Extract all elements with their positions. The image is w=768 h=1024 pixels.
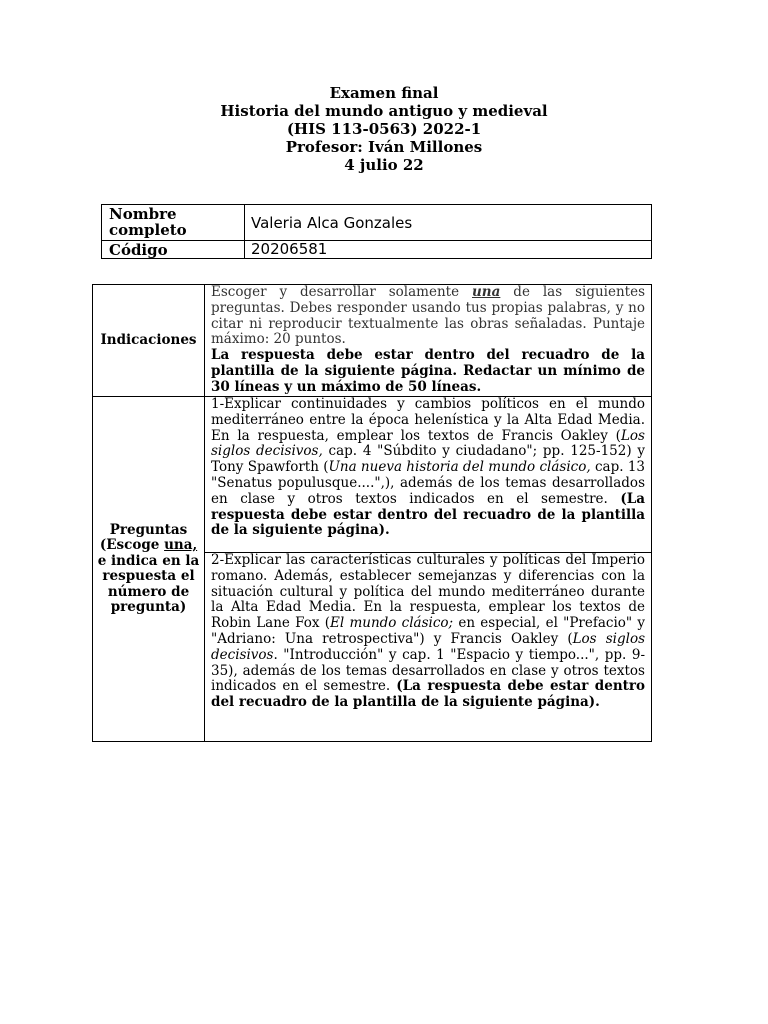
name-label: Nombre completo xyxy=(102,205,245,241)
indicaciones-label: Indicaciones xyxy=(93,285,205,397)
course-code: (HIS 113-0563) 2022-1 xyxy=(286,120,482,138)
indicaciones-text: Escoger y desarrollar solamente una de las siguientes preguntas. Debes responder usando tus propias palabras, y no citar ni reproducir textualmente las obras señaladas. Puntaje máximo: 20 puntos. La respuesta debe estar dentro del recuadro de la plantilla de la siguiente página. Redactar un mínimo de 30 líneas y un máximo de 50 líneas. xyxy=(205,285,652,397)
question-1: 1-Explicar continuidades y cambios políticos en el mundo mediterráneo entre la época helenística y la Alta Edad Media. En la respuesta, emplear los textos de Francis Oakley (Los siglos decisivos, cap. 4 "Súbdito y ciudadano"; pp. 125-152) y Tony Spawforth (Una nueva historia del mundo clásico, cap. 13 "Senatus populusque....",), además de los temas desarrollados en clase y otros textos indicados en el semestre. (La respuesta debe estar dentro del recuadro de la plantilla de la siguiente página). xyxy=(205,397,652,553)
exam-header xyxy=(0,84,768,174)
indicaciones-bold: La respuesta debe estar dentro del recuadro de la plantilla de la siguiente página. Redactar un mínimo de 30 líneas y un máximo de 50 líneas. xyxy=(211,347,645,395)
exam-title: Examen final xyxy=(329,84,439,102)
instructions-table xyxy=(92,284,652,742)
course-name: Historia del mundo antiguo y medieval xyxy=(220,102,548,120)
code-row xyxy=(102,241,652,259)
preguntas-label: Preguntas (Escoge una, e indica en la respuesta el número de pregunta) xyxy=(93,397,205,742)
indicaciones-row xyxy=(93,285,652,397)
name-value: Valeria Alca Gonzales xyxy=(245,205,652,241)
question-1-row xyxy=(93,397,652,553)
code-value: 20206581 xyxy=(245,241,652,259)
professor: Profesor: Iván Millones xyxy=(285,138,483,156)
student-info-table xyxy=(101,204,652,259)
una-emphasis: una xyxy=(471,284,501,300)
code-label: Código xyxy=(102,241,245,259)
name-row xyxy=(102,205,652,241)
question-2: 2-Explicar las características culturales y políticas del Imperio romano. Además, establecer semejanzas y diferencias con la situación cultural y política del mundo mediterráneo durante la Alta Edad Media. En la respuesta, emplear los textos de Robin Lane Fox (El mundo clásico; en especial, el "Prefacio" y "Adriano: Una retrospectiva") y Francis Oakley (Los siglos decisivos. "Introducción" y cap. 1 "Espacio y tiempo...", pp. 9-35), además de los temas desarrollados en clase y otros textos indicados en el semestre. (La respuesta debe estar dentro del recuadro de la plantilla de la siguiente página). xyxy=(205,553,652,742)
exam-date: 4 julio 22 xyxy=(344,156,424,174)
